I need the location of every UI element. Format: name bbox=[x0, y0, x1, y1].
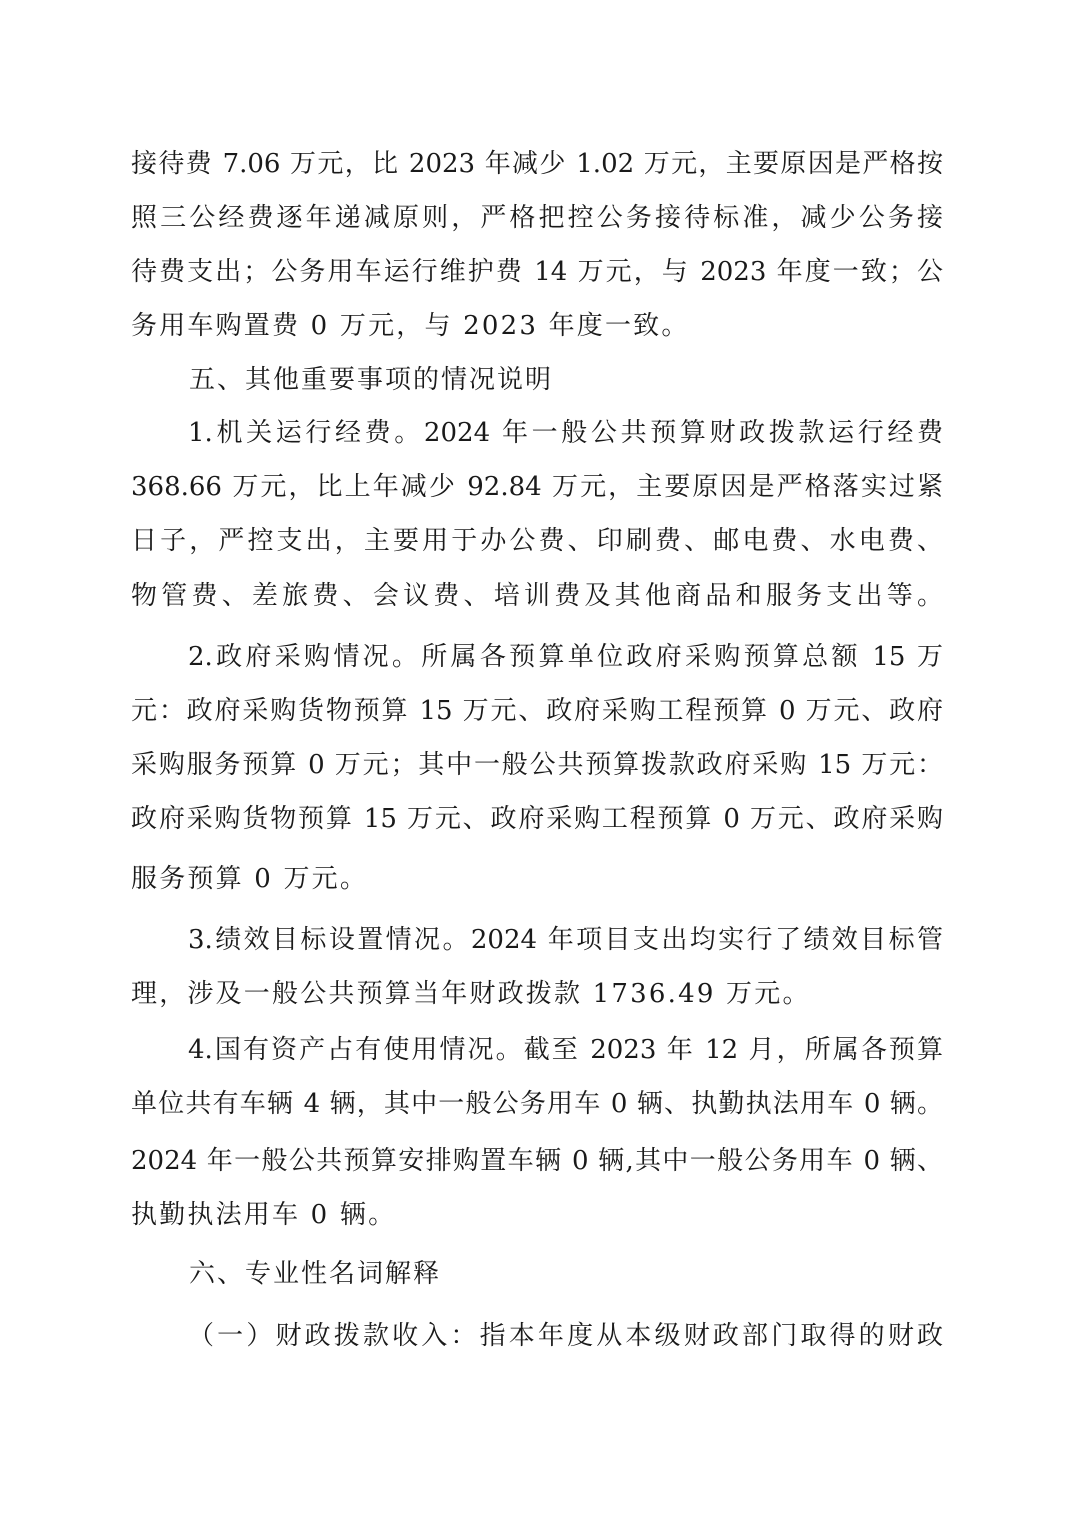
paragraph-line: 2.政府采购情况。所属各预算单位政府采购预算总额 15 万 bbox=[188, 642, 943, 672]
paragraph-line: 物管费、差旅费、会议费、培训费及其他商品和服务支出等。 bbox=[131, 581, 943, 611]
section-heading: 五、其他重要事项的情况说明 bbox=[189, 365, 554, 395]
paragraph-line: 日子，严控支出，主要用于办公费、印刷费、邮电费、水电费、 bbox=[131, 526, 943, 556]
paragraph-line: 2024 年一般公共预算安排购置车辆 0 辆,其中一般公务用车 0 辆、 bbox=[131, 1146, 943, 1176]
paragraph-line: 理，涉及一般公共预算当年财政拨款 1736.49 万元。 bbox=[131, 979, 811, 1009]
section-heading: 六、专业性名词解释 bbox=[189, 1259, 442, 1289]
paragraph-line: 待费支出；公务用车运行维护费 14 万元，与 2023 年度一致；公 bbox=[131, 257, 943, 287]
paragraph-line: 照三公经费逐年递减原则，严格把控公务接待标准，减少公务接 bbox=[131, 203, 943, 233]
paragraph-line: 接待费 7.06 万元，比 2023 年减少 1.02 万元，主要原因是严格按 bbox=[131, 149, 943, 179]
paragraph-line: 采购服务预算 0 万元；其中一般公共预算拨款政府采购 15 万元： bbox=[131, 750, 943, 780]
paragraph-line: 1.机关运行经费。2024 年一般公共预算财政拨款运行经费 bbox=[188, 418, 943, 448]
paragraph-line: 务用车购置费 0 万元，与 2023 年度一致。 bbox=[131, 311, 690, 341]
paragraph-line: 执勤执法用车 0 辆。 bbox=[131, 1200, 397, 1230]
paragraph-line: 政府采购货物预算 15 万元、政府采购工程预算 0 万元、政府采购 bbox=[131, 804, 943, 834]
paragraph-line: 4.国有资产占有使用情况。截至 2023 年 12 月，所属各预算 bbox=[188, 1035, 943, 1065]
paragraph-line: 3.绩效目标设置情况。2024 年项目支出均实行了绩效目标管 bbox=[188, 925, 943, 955]
paragraph-line: 元：政府采购货物预算 15 万元、政府采购工程预算 0 万元、政府 bbox=[131, 696, 943, 726]
paragraph-line: 单位共有车辆 4 辆，其中一般公务用车 0 辆、执勤执法用车 0 辆。 bbox=[131, 1089, 943, 1119]
paragraph-line: 服务预算 0 万元。 bbox=[131, 864, 369, 894]
paragraph-line: （一）财政拨款收入：指本年度从本级财政部门取得的财政 bbox=[188, 1321, 943, 1351]
paragraph-line: 368.66 万元，比上年减少 92.84 万元，主要原因是严格落实过紧 bbox=[131, 472, 943, 502]
